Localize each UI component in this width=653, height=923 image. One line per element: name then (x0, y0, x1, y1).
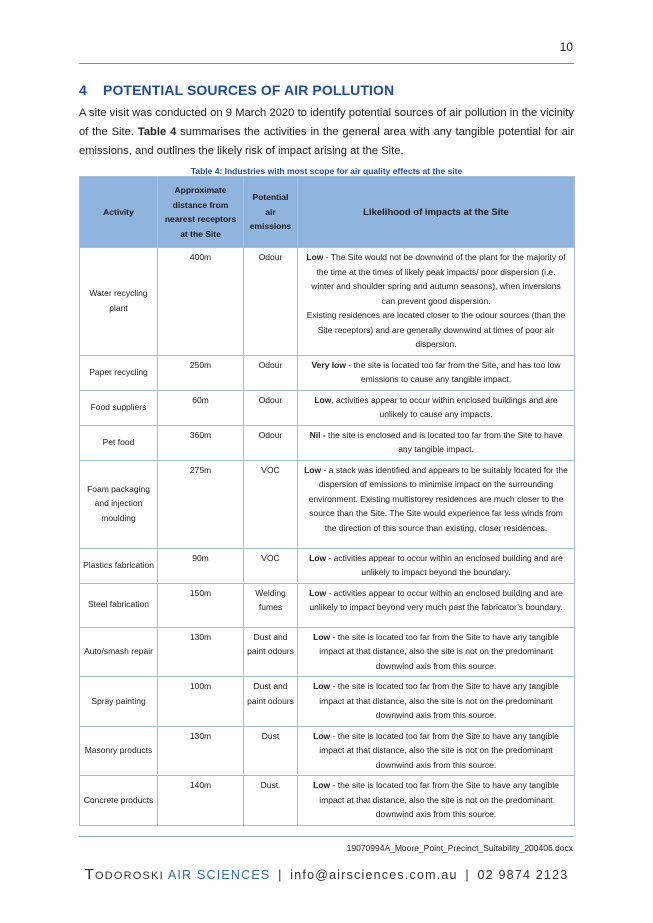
cell-activity: Plastics fabrication (80, 548, 158, 583)
cell-activity: Concrete products (80, 776, 158, 826)
table-row (80, 776, 575, 826)
cell-activity: Water recycling plant (80, 248, 158, 356)
cell-emissions: VOC (244, 460, 298, 548)
cell-distance: 275m (158, 460, 244, 548)
brand-accent: AIR SCIENCES (167, 868, 271, 882)
cell-distance: 400m (158, 248, 244, 356)
table-header-row (80, 177, 575, 248)
cell-distance: 250m (158, 355, 244, 390)
likelihood-description: - the site is located too far from the Site to have any tangible impact at that distance, also the site is not on the predominant downwind axis from this source. (319, 780, 559, 819)
intro-paragraph (79, 104, 574, 161)
footer-divider (79, 836, 574, 837)
table-reference: Table 4 (137, 126, 177, 138)
likelihood-level: Low (314, 394, 332, 405)
likelihood-level: Low (313, 631, 331, 642)
table-row (80, 425, 575, 460)
intro-text-part2: summarises the activities in the general area with any tangible potential for air emissions, and outlines the likely risk of impact arising at the Site. (79, 126, 574, 157)
cell-distance: 90m (158, 548, 244, 583)
cell-likelihood (298, 355, 575, 390)
intro-text-part1: A site visit was conducted on 9 March 2020 to identify potential sources of air pollution in the vicinity of the Site. (79, 107, 574, 138)
footer-separator: | (278, 868, 283, 882)
cell-emissions: Odour (244, 355, 298, 390)
cell-distance: 130m (158, 627, 244, 677)
footer-separator-2: | (465, 868, 470, 882)
table-row (80, 248, 575, 356)
table-row (80, 583, 575, 627)
likelihood-level: Very low (311, 359, 346, 370)
header-distance: Approximate distance from nearest receptors at the Site (158, 177, 244, 248)
likelihood-description: - activities appear to occur within an enclosed building and are unlikely to impact beyond very much past the fabricator’s boundary. (309, 587, 563, 612)
cell-activity: Auto/smash repair (80, 627, 158, 677)
section-number: 4 (79, 82, 87, 98)
likelihood-level: Low (309, 552, 327, 563)
likelihood-description: - the site is located too far from the Site to have any tangible impact at that distance, also the site is not on the predominant downwind axis from this source. (319, 631, 559, 671)
likelihood-description: the site is enclosed and is located too far from the Site to have any tangible impact. (325, 429, 563, 454)
brand-name: ODOROSKI (94, 870, 164, 882)
document-filename: 19070994A_Moore_Point_Precinct_Suitability_200406.docx (346, 843, 573, 853)
header-emissions: Potential air emissions (244, 177, 298, 248)
cell-emissions: Dust and paint odours (244, 627, 298, 677)
cell-activity: Foam packaging and injection moulding (80, 460, 158, 548)
page-number: 10 (559, 40, 573, 54)
cell-likelihood (298, 726, 575, 776)
likelihood-description: - the site is located too far from the Site, and has too low emissions to cause any tangible impact. (345, 359, 561, 384)
cell-distance: 150m (158, 583, 244, 627)
likelihood-description: - the site is located too far from the Site to have any tangible impact at that distance, also the site is not on the predominant downwind axis from this source. (319, 681, 559, 720)
cell-likelihood (298, 548, 575, 583)
likelihood-description: - The Site would not be downwind of the plant for the majority of the time at the times of likely peak impacts/ poor dispersion (i.e. winter and shoulder spring and autumn seasons), when inversions can prevent good dispersion. (311, 252, 566, 306)
likelihood-description: - the site is located too far from the Site to have any tangible impact at that distance, also the site is not on the predominant downwind axis from this source. (319, 730, 559, 770)
likelihood-level: Low (313, 780, 331, 790)
cell-likelihood (298, 677, 575, 727)
likelihood-level: Nil - (309, 429, 326, 440)
likelihood-level: Low (304, 464, 322, 475)
table-row (80, 390, 575, 425)
header-divider (79, 63, 574, 64)
cell-activity: Paper recycling (80, 355, 158, 390)
section-heading (79, 82, 574, 98)
brand-first-letter: T (84, 866, 95, 883)
table-caption: Table 4: Industries with most scope for air quality effects at the site (190, 166, 463, 176)
likelihood-description: , activities appear to occur within enclosed buildings and are unlikely to cause any impacts. (331, 394, 558, 419)
likelihood-level: Low (306, 252, 324, 262)
cell-likelihood (298, 460, 575, 548)
header-activity: Activity (80, 177, 158, 248)
cell-distance: 100m (158, 677, 244, 727)
cell-distance: 60m (158, 390, 244, 425)
cell-activity: Food suppliers (80, 390, 158, 425)
cell-emissions: VOC (244, 548, 298, 583)
cell-likelihood (298, 248, 575, 356)
cell-activity: Steel fabrication (80, 583, 158, 627)
cell-emissions: Welding fumes (244, 583, 298, 627)
section-title: POTENTIAL SOURCES OF AIR POLLUTION (103, 82, 395, 98)
table-body (80, 248, 575, 826)
cell-activity: Pet food (80, 425, 158, 460)
header-likelihood: Likelihood of impacts at the Site (298, 177, 575, 248)
company-footer (0, 866, 653, 883)
cell-distance: 140m (158, 776, 244, 826)
likelihood-level: Low (313, 730, 331, 741)
industries-table (79, 176, 575, 826)
cell-likelihood (298, 776, 575, 826)
cell-likelihood (298, 627, 575, 677)
table-row (80, 627, 575, 677)
cell-emissions: Dust and paint odours (244, 677, 298, 727)
cell-emissions: Odour (244, 425, 298, 460)
table-row (80, 355, 575, 390)
likelihood-level: Low (313, 681, 331, 691)
cell-likelihood (298, 425, 575, 460)
cell-likelihood (298, 390, 575, 425)
table-row (80, 677, 575, 727)
likelihood-description-extra: Existing residences are located closer to the odour sources (than the Site receptors) and are generally downwind at times of poor air dispersion. (306, 310, 566, 349)
cell-emissions: Dust (244, 726, 298, 776)
likelihood-level: Low (309, 587, 327, 598)
likelihood-description: - a stack was identified and appears to be suitably located for the dispersion of emissions to minimise impact on the surrounding environment. Existing multistorey residences are much closer to the source than the Site. The Site would experience far less winds from the direction of this source than existing, closer residences. (308, 464, 568, 533)
cell-emissions: Odour (244, 248, 298, 356)
cell-activity: Masonry products (80, 726, 158, 776)
table-row (80, 460, 575, 548)
cell-likelihood (298, 583, 575, 627)
cell-emissions: Odour (244, 390, 298, 425)
footer-email: info@airsciences.com.au (290, 868, 458, 882)
table-row (80, 548, 575, 583)
cell-activity: Spray painting (80, 677, 158, 727)
likelihood-description: - activities appear to occur within an enclosed building and are unlikely to impact beyond the boundary. (326, 552, 563, 577)
table-row (80, 726, 575, 776)
cell-distance: 360m (158, 425, 244, 460)
cell-distance: 130m (158, 726, 244, 776)
footer-phone: 02 9874 2123 (477, 868, 569, 882)
cell-emissions: Dust. (244, 776, 298, 826)
